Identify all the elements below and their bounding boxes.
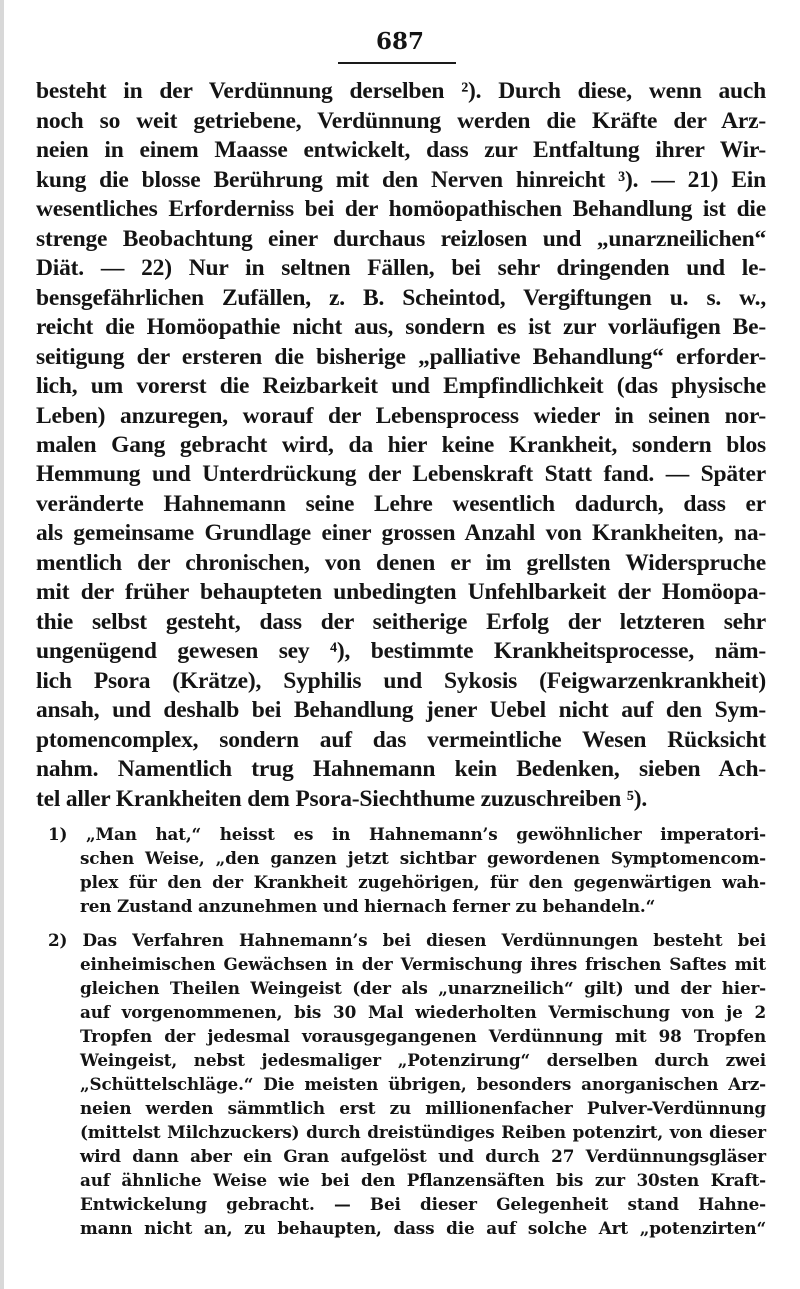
page-number-rule	[338, 62, 456, 64]
body-line: Diät. — 22) Nur in seltnen Fällen, bei sehr dringenden und le-	[36, 255, 766, 281]
footnote-line: Weingeist, nebst jedesmaliger „Potenzirung“ derselben durch zwei	[80, 1050, 766, 1070]
body-line: mit der früher behaupteten unbedingten Unfehlbarkeit der Homöopa-	[36, 579, 766, 605]
body-line: thie selbst gesteht, dass der seitherige Erfolg der letzteren sehr	[36, 609, 766, 635]
body-line: kung die blosse Berührung mit den Nerven hinreicht ³). — 21) Ein	[36, 167, 766, 193]
footnote-line: 1) „Man hat,“ heisst es in Hahnemann’s gewöhnlicher imperatori-	[48, 824, 766, 844]
body-line: mentlich der chronischen, von denen er im grellsten Widerspruche	[36, 550, 766, 576]
footnote-line: (mittelst Milchzuckers) durch dreistündiges Reiben potenzirt, von dieser	[80, 1122, 766, 1142]
footnote-line: Entwickelung gebracht. — Bei dieser Gelegenheit stand Hahne-	[80, 1194, 766, 1214]
body-line: als gemeinsame Grundlage einer grossen Anzahl von Krankheiten, na-	[36, 520, 766, 546]
body-line: neien in einem Maasse entwickelt, dass zur Entfaltung ihrer Wir-	[36, 137, 766, 163]
body-line: seitigung der ersteren die bisherige „palliative Behandlung“ erforder-	[36, 344, 766, 370]
body-line: noch so weit getriebene, Verdünnung werden die Kräfte der Arz-	[36, 108, 766, 134]
body-line: bensgefährlichen Zufällen, z. B. Scheintod, Vergiftungen u. s. w.,	[36, 285, 766, 311]
page-number: 687	[375, 28, 424, 55]
footnote-line: plex für den der Krankheit zugehörigen, für den gegenwärtigen wah-	[80, 872, 766, 892]
body-line: ptomencomplex, sondern auf das vermeintliche Wesen Rücksicht	[36, 727, 766, 753]
body-line: Leben) anzuregen, worauf der Lebensprocess wieder in seinen nor-	[36, 403, 766, 429]
footnote-line: mann nicht an, zu behaupten, dass die auf solche Art „potenzirten“	[80, 1218, 766, 1238]
footnote-line: Tropfen der jedesmal vorausgegangenen Verdünnung mit 98 Tropfen	[80, 1026, 766, 1046]
body-line: besteht in der Verdünnung derselben ²). Durch diese, wenn auch	[36, 78, 766, 104]
footnote-line: schen Weise, „den ganzen jetzt sichtbar gewordenen Symptomencom-	[80, 848, 766, 868]
body-line: tel aller Krankheiten dem Psora-Siechthume zuzuschreiben ⁵).	[36, 786, 647, 812]
body-line: reicht die Homöopathie nicht aus, sondern es ist zur vorläufigen Be-	[36, 314, 766, 340]
body-line: lich Psora (Krätze), Syphilis und Sykosis (Feigwarzenkrankheit)	[36, 668, 766, 694]
footnote-line: 2) Das Verfahren Hahnemann’s bei diesen Verdünnungen besteht bei	[48, 930, 766, 950]
footnote-line: „Schüttelschläge.“ Die meisten übrigen, besonders anorganischen Arz-	[80, 1074, 766, 1094]
footnote-line: neien werden sämmtlich erst zu millionenfacher Pulver-Verdünnung	[80, 1098, 766, 1118]
body-line: veränderte Hahnemann seine Lehre wesentlich dadurch, dass er	[36, 491, 766, 517]
body-line: wesentliches Erforderniss bei der homöopathischen Behandlung ist die	[36, 196, 766, 222]
body-line: strenge Beobachtung einer durchaus reizlosen und „unarzneilichen“	[36, 226, 766, 252]
body-line: ungenügend gewesen sey ⁴), bestimmte Krankheitsprocesse, näm-	[36, 638, 766, 664]
body-line: lich, um vorerst die Reizbarkeit und Empfindlichkeit (das physische	[36, 373, 766, 399]
body-line: nahm. Namentlich trug Hahnemann kein Bedenken, sieben Ach-	[36, 756, 766, 782]
body-line: ansah, und deshalb bei Behandlung jener Uebel nicht auf den Sym-	[36, 697, 766, 723]
footnote-line: ren Zustand anzunehmen und hiernach ferner zu behandeln.“	[80, 896, 656, 916]
body-line: Hemmung und Unterdrückung der Lebenskraft Statt fand. — Später	[36, 461, 766, 487]
body-line: malen Gang gebracht wird, da hier keine Krankheit, sondern blos	[36, 432, 766, 458]
footnote-line: wird dann aber ein Gran aufgelöst und durch 27 Verdünnungsgläser	[80, 1146, 766, 1166]
footnote-line: auf vorgenommenen, bis 30 Mal wiederholten Vermischung von je 2	[80, 1002, 766, 1022]
footnote-line: einheimischen Gewächsen in der Vermischung ihres frischen Saftes mit	[80, 954, 766, 974]
footnote-line: auf ähnliche Weise wie bei den Pflanzensäften bis zur 30sten Kraft-	[80, 1170, 766, 1190]
page-edge-shadow	[0, 0, 4, 1289]
footnote-line: gleichen Theilen Weingeist (der als „unarzneilich“ gilt) und der hier-	[80, 978, 766, 998]
